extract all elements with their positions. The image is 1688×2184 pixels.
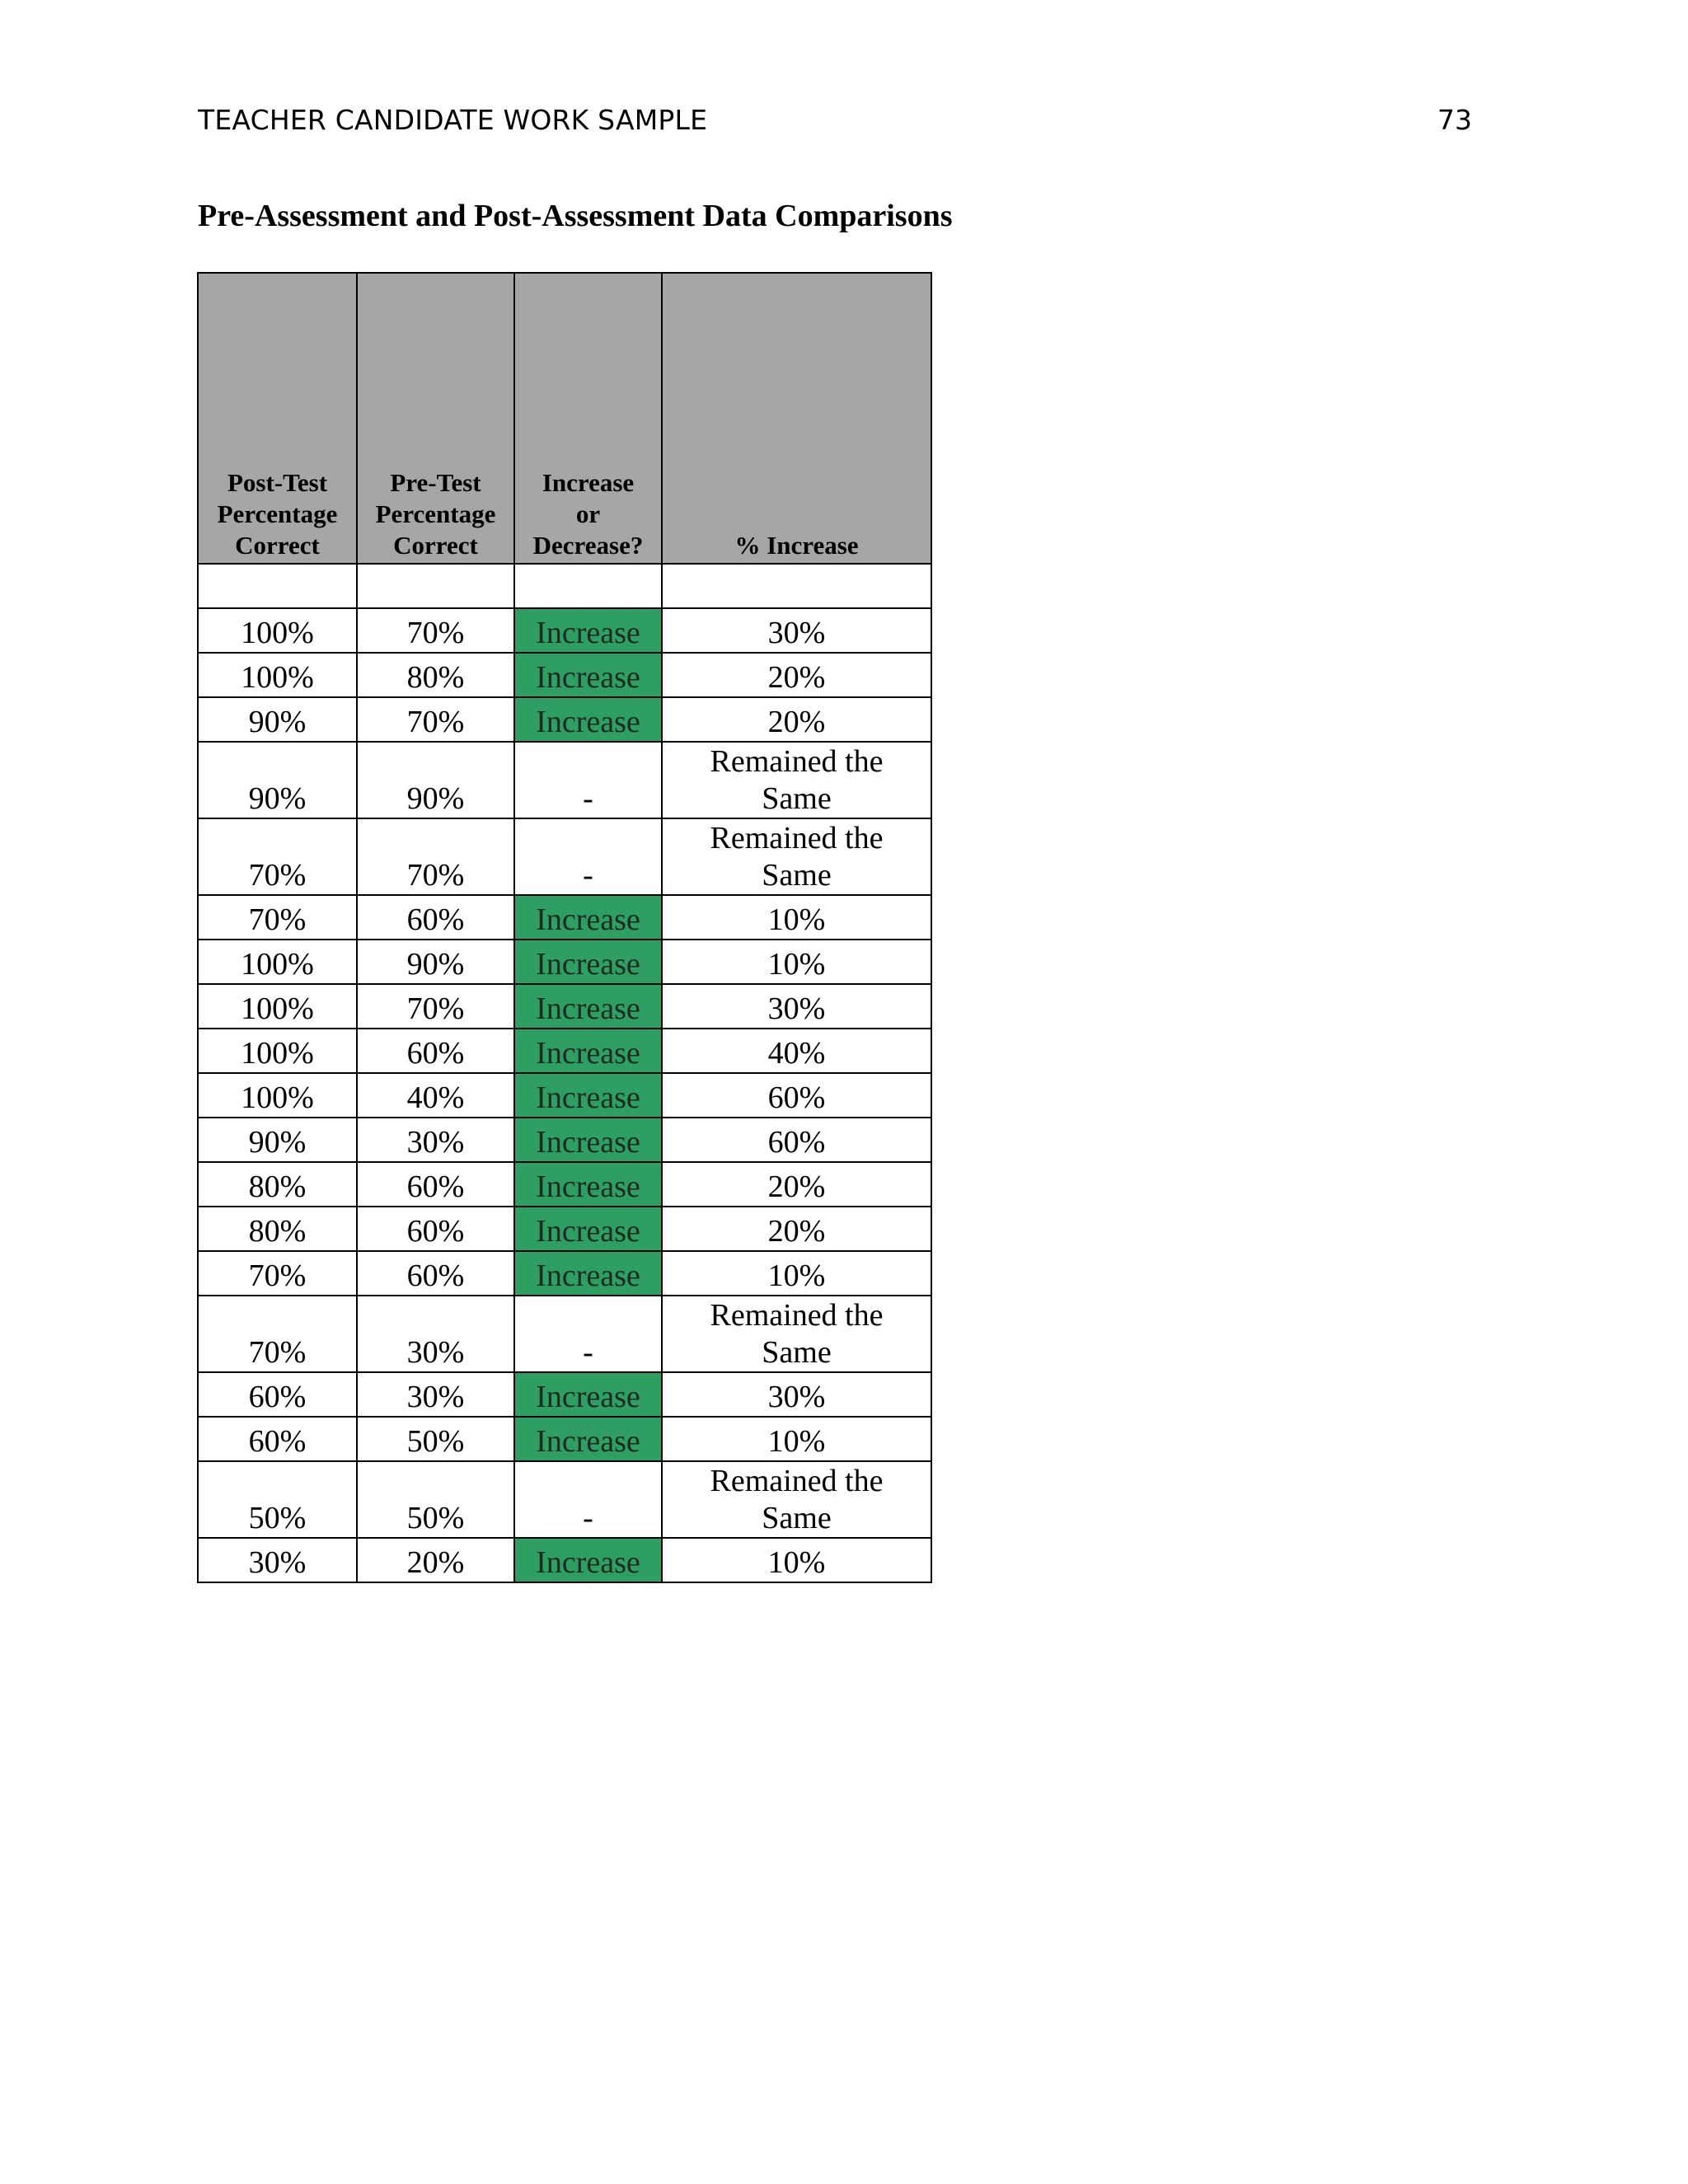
post-test-cell: 60% xyxy=(198,1372,357,1417)
pre-test-cell: 50% xyxy=(357,1417,514,1461)
percent-increase-cell: Remained the Same xyxy=(662,1461,931,1538)
table-row xyxy=(198,1296,931,1372)
post-test-cell: 90% xyxy=(198,742,357,818)
blank-row xyxy=(198,564,931,608)
pre-test-cell: 60% xyxy=(357,1029,514,1073)
column-header-pre-test: Pre-Test Percentage Correct xyxy=(357,273,514,564)
percent-increase-cell: 40% xyxy=(662,1029,931,1073)
post-test-cell: 100% xyxy=(198,1029,357,1073)
table-row xyxy=(198,1029,931,1073)
post-test-cell: 80% xyxy=(198,1162,357,1207)
change-cell: Increase xyxy=(514,984,662,1029)
pre-test-cell: 80% xyxy=(357,653,514,697)
pre-test-cell: 90% xyxy=(357,940,514,984)
percent-increase-cell: 10% xyxy=(662,895,931,940)
post-test-cell: 90% xyxy=(198,697,357,742)
post-test-cell: 30% xyxy=(198,1538,357,1582)
post-test-cell: 100% xyxy=(198,940,357,984)
pre-test-cell: 60% xyxy=(357,1162,514,1207)
table-row xyxy=(198,895,931,940)
pre-test-cell: 70% xyxy=(357,608,514,653)
post-test-cell: 100% xyxy=(198,984,357,1029)
table-row xyxy=(198,1251,931,1296)
table-row xyxy=(198,608,931,653)
running-head: TEACHER CANDIDATE WORK SAMPLE xyxy=(198,104,708,136)
pre-test-cell: 60% xyxy=(357,895,514,940)
change-cell: Increase xyxy=(514,1118,662,1162)
column-header-percent-increase: % Increase xyxy=(662,273,931,564)
change-cell: Increase xyxy=(514,1372,662,1417)
change-cell: Increase xyxy=(514,940,662,984)
change-cell: Increase xyxy=(514,1073,662,1118)
change-cell: - xyxy=(514,742,662,818)
table-row xyxy=(198,697,931,742)
pre-test-cell: 60% xyxy=(357,1251,514,1296)
pre-test-cell: 70% xyxy=(357,818,514,895)
table-row xyxy=(198,1073,931,1118)
pre-test-cell: 70% xyxy=(357,984,514,1029)
pre-test-cell: 40% xyxy=(357,1073,514,1118)
change-cell: Increase xyxy=(514,1538,662,1582)
change-cell: Increase xyxy=(514,1207,662,1251)
table-row xyxy=(198,984,931,1029)
percent-increase-cell: 20% xyxy=(662,1162,931,1207)
percent-increase-cell: 10% xyxy=(662,1417,931,1461)
change-cell: Increase xyxy=(514,608,662,653)
percent-increase-cell: 60% xyxy=(662,1118,931,1162)
percent-increase-cell: Remained the Same xyxy=(662,742,931,818)
table-row xyxy=(198,1162,931,1207)
table-row xyxy=(198,818,931,895)
change-cell: - xyxy=(514,818,662,895)
pre-test-cell: 50% xyxy=(357,1461,514,1538)
change-cell: Increase xyxy=(514,653,662,697)
percent-increase-cell: 30% xyxy=(662,984,931,1029)
comparison-table xyxy=(197,272,932,1583)
post-test-cell: 70% xyxy=(198,1251,357,1296)
table-row xyxy=(198,1538,931,1582)
page-number: 73 xyxy=(1437,104,1472,136)
column-header-increase-or-decrease: Increase or Decrease? xyxy=(514,273,662,564)
table-row xyxy=(198,1118,931,1162)
table-body xyxy=(198,564,931,1582)
change-cell: Increase xyxy=(514,697,662,742)
percent-increase-cell: 30% xyxy=(662,1372,931,1417)
percent-increase-cell: Remained the Same xyxy=(662,818,931,895)
post-test-cell: 80% xyxy=(198,1207,357,1251)
post-test-cell: 90% xyxy=(198,1118,357,1162)
percent-increase-cell: 20% xyxy=(662,653,931,697)
table-row xyxy=(198,653,931,697)
post-test-cell: 100% xyxy=(198,608,357,653)
table-header-row xyxy=(198,273,931,564)
table-row xyxy=(198,940,931,984)
post-test-cell: 50% xyxy=(198,1461,357,1538)
change-cell: - xyxy=(514,1296,662,1372)
pre-test-cell: 20% xyxy=(357,1538,514,1582)
change-cell: Increase xyxy=(514,1162,662,1207)
table-row xyxy=(198,1417,931,1461)
pre-test-cell: 90% xyxy=(357,742,514,818)
change-cell: - xyxy=(514,1461,662,1538)
post-test-cell: 70% xyxy=(198,1296,357,1372)
percent-increase-cell: 20% xyxy=(662,697,931,742)
table-row xyxy=(198,1461,931,1538)
table-row xyxy=(198,1207,931,1251)
column-header-post-test: Post-Test Percentage Correct xyxy=(198,273,357,564)
pre-test-cell: 30% xyxy=(357,1296,514,1372)
table-row xyxy=(198,1372,931,1417)
percent-increase-cell: 60% xyxy=(662,1073,931,1118)
page-title: Pre-Assessment and Post-Assessment Data Comparisons xyxy=(198,199,953,233)
post-test-cell: 100% xyxy=(198,1073,357,1118)
percent-increase-cell: 10% xyxy=(662,1538,931,1582)
percent-increase-cell: 20% xyxy=(662,1207,931,1251)
percent-increase-cell: 10% xyxy=(662,1251,931,1296)
post-test-cell: 70% xyxy=(198,818,357,895)
change-cell: Increase xyxy=(514,1417,662,1461)
pre-test-cell: 30% xyxy=(357,1118,514,1162)
table-row xyxy=(198,742,931,818)
change-cell: Increase xyxy=(514,895,662,940)
post-test-cell: 70% xyxy=(198,895,357,940)
post-test-cell: 60% xyxy=(198,1417,357,1461)
post-test-cell: 100% xyxy=(198,653,357,697)
percent-increase-cell: 30% xyxy=(662,608,931,653)
pre-test-cell: 60% xyxy=(357,1207,514,1251)
change-cell: Increase xyxy=(514,1251,662,1296)
percent-increase-cell: Remained the Same xyxy=(662,1296,931,1372)
percent-increase-cell: 10% xyxy=(662,940,931,984)
pre-test-cell: 30% xyxy=(357,1372,514,1417)
pre-test-cell: 70% xyxy=(357,697,514,742)
change-cell: Increase xyxy=(514,1029,662,1073)
